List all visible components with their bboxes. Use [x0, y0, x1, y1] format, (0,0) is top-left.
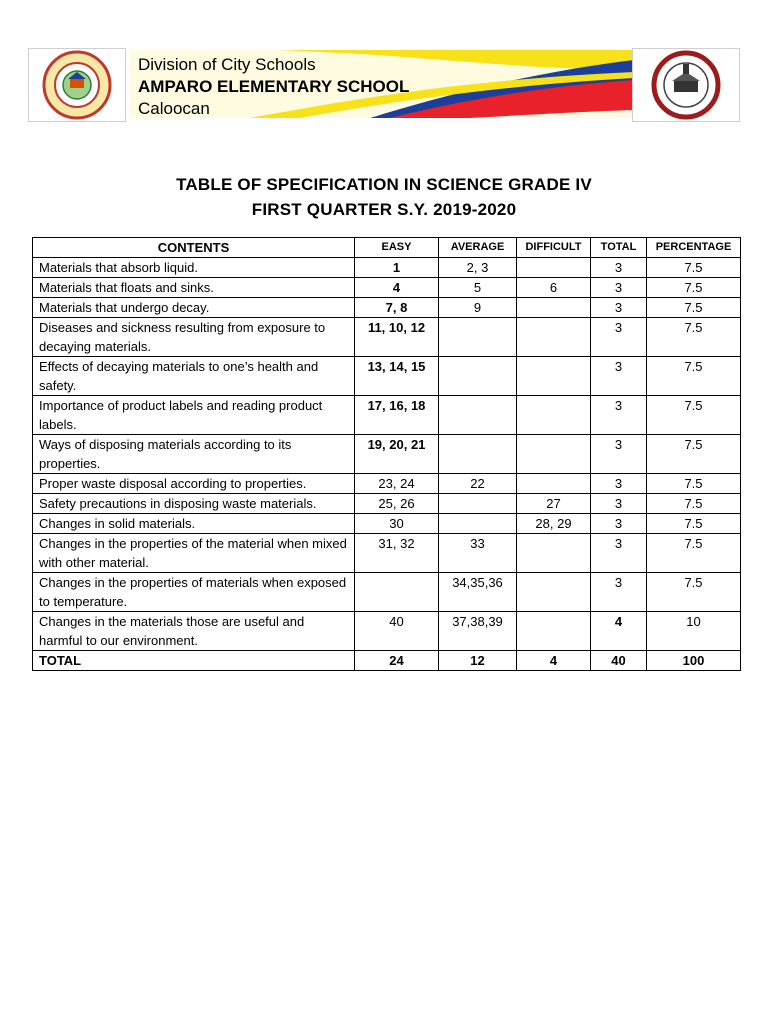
cell-difficult — [517, 534, 591, 573]
cell-easy: 1 — [355, 258, 439, 278]
table-header-row — [33, 238, 741, 258]
table-row — [33, 396, 741, 435]
header-easy: EASY — [355, 238, 439, 258]
total-difficult: 4 — [517, 651, 591, 671]
cell-content: Changes in the properties of the material when mixed with other material. — [33, 534, 355, 573]
cell-content: Ways of disposing materials according to its properties. — [33, 435, 355, 474]
cell-easy: 19, 20, 21 — [355, 435, 439, 474]
cell-percentage: 7.5 — [647, 435, 741, 474]
header-percentage: PERCENTAGE — [647, 238, 741, 258]
table-total-row — [33, 651, 741, 671]
cell-content: Safety precautions in disposing waste materials. — [33, 494, 355, 514]
cell-difficult: 28, 29 — [517, 514, 591, 534]
cell-percentage: 7.5 — [647, 278, 741, 298]
cell-total: 3 — [591, 258, 647, 278]
cell-total: 3 — [591, 573, 647, 612]
cell-percentage: 7.5 — [647, 258, 741, 278]
school-seal-logo — [28, 48, 126, 122]
school-seal-icon — [32, 50, 122, 120]
table-row — [33, 435, 741, 474]
cell-easy: 30 — [355, 514, 439, 534]
table-row — [33, 357, 741, 396]
division-seal-icon — [641, 50, 731, 120]
cell-easy — [355, 573, 439, 612]
cell-average — [439, 494, 517, 514]
table-row — [33, 494, 741, 514]
total-label: TOTAL — [33, 651, 355, 671]
cell-total: 3 — [591, 298, 647, 318]
cell-average — [439, 435, 517, 474]
cell-difficult — [517, 298, 591, 318]
cell-percentage: 7.5 — [647, 514, 741, 534]
cell-percentage: 7.5 — [647, 396, 741, 435]
cell-total: 3 — [591, 396, 647, 435]
header-contents: CONTENTS — [33, 238, 355, 258]
table-row — [33, 298, 741, 318]
document-subtitle: FIRST QUARTER S.Y. 2019-2020 — [251, 200, 517, 219]
table-row — [33, 278, 741, 298]
cell-difficult — [517, 474, 591, 494]
cell-difficult: 6 — [517, 278, 591, 298]
cell-easy: 4 — [355, 278, 439, 298]
cell-average — [439, 357, 517, 396]
cell-average: 33 — [439, 534, 517, 573]
cell-total: 3 — [591, 474, 647, 494]
cell-content: Diseases and sickness resulting from exposure to decaying materials. — [33, 318, 355, 357]
cell-total: 3 — [591, 435, 647, 474]
header-average: AVERAGE — [439, 238, 517, 258]
school-header — [28, 48, 740, 122]
total-total: 40 — [591, 651, 647, 671]
cell-percentage: 7.5 — [647, 318, 741, 357]
cell-difficult — [517, 435, 591, 474]
cell-easy: 25, 26 — [355, 494, 439, 514]
cell-difficult — [517, 318, 591, 357]
division-name: Division of City Schools — [138, 55, 316, 74]
cell-percentage: 7.5 — [647, 357, 741, 396]
table-row — [33, 514, 741, 534]
cell-content: Importance of product labels and reading product labels. — [33, 396, 355, 435]
total-average: 12 — [439, 651, 517, 671]
cell-average: 22 — [439, 474, 517, 494]
cell-difficult — [517, 258, 591, 278]
cell-average: 2, 3 — [439, 258, 517, 278]
table-row — [33, 612, 741, 651]
cell-difficult — [517, 612, 591, 651]
cell-easy: 40 — [355, 612, 439, 651]
cell-percentage: 7.5 — [647, 573, 741, 612]
cell-total: 3 — [591, 494, 647, 514]
total-easy: 24 — [355, 651, 439, 671]
cell-easy: 11, 10, 12 — [355, 318, 439, 357]
city-name: Caloocan — [138, 99, 210, 118]
table-row — [33, 474, 741, 494]
cell-content: Materials that absorb liquid. — [33, 258, 355, 278]
cell-content: Changes in solid materials. — [33, 514, 355, 534]
school-name: AMPARO ELEMENTARY SCHOOL — [138, 77, 410, 96]
cell-average — [439, 318, 517, 357]
cell-average — [439, 396, 517, 435]
cell-content: Changes in the materials those are useful and harmful to our environment. — [33, 612, 355, 651]
cell-average: 9 — [439, 298, 517, 318]
cell-percentage: 7.5 — [647, 298, 741, 318]
cell-difficult — [517, 573, 591, 612]
banner — [130, 50, 634, 118]
cell-average: 34,35,36 — [439, 573, 517, 612]
cell-average: 5 — [439, 278, 517, 298]
cell-content: Proper waste disposal according to properties. — [33, 474, 355, 494]
specification-table — [32, 237, 741, 671]
cell-content: Effects of decaying materials to one’s health and safety. — [33, 357, 355, 396]
cell-total: 3 — [591, 318, 647, 357]
table-row — [33, 318, 741, 357]
document-title: TABLE OF SPECIFICATION IN SCIENCE GRADE IV — [176, 175, 592, 194]
table-row — [33, 534, 741, 573]
cell-percentage: 7.5 — [647, 534, 741, 573]
table-row — [33, 573, 741, 612]
cell-total: 4 — [591, 612, 647, 651]
cell-content: Materials that floats and sinks. — [33, 278, 355, 298]
table-row — [33, 258, 741, 278]
header-total: TOTAL — [591, 238, 647, 258]
division-seal-logo — [632, 48, 740, 122]
cell-percentage: 7.5 — [647, 494, 741, 514]
cell-difficult — [517, 396, 591, 435]
cell-easy: 7, 8 — [355, 298, 439, 318]
cell-content: Materials that undergo decay. — [33, 298, 355, 318]
cell-percentage: 10 — [647, 612, 741, 651]
cell-total: 3 — [591, 514, 647, 534]
cell-difficult — [517, 357, 591, 396]
cell-easy: 31, 32 — [355, 534, 439, 573]
cell-average: 37,38,39 — [439, 612, 517, 651]
cell-easy: 23, 24 — [355, 474, 439, 494]
cell-total: 3 — [591, 534, 647, 573]
cell-easy: 17, 16, 18 — [355, 396, 439, 435]
cell-total: 3 — [591, 357, 647, 396]
cell-difficult: 27 — [517, 494, 591, 514]
cell-average — [439, 514, 517, 534]
cell-easy: 13, 14, 15 — [355, 357, 439, 396]
cell-percentage: 7.5 — [647, 474, 741, 494]
cell-content: Changes in the properties of materials when exposed to temperature. — [33, 573, 355, 612]
cell-total: 3 — [591, 278, 647, 298]
header-difficult: DIFFICULT — [517, 238, 591, 258]
total-percentage: 100 — [647, 651, 741, 671]
